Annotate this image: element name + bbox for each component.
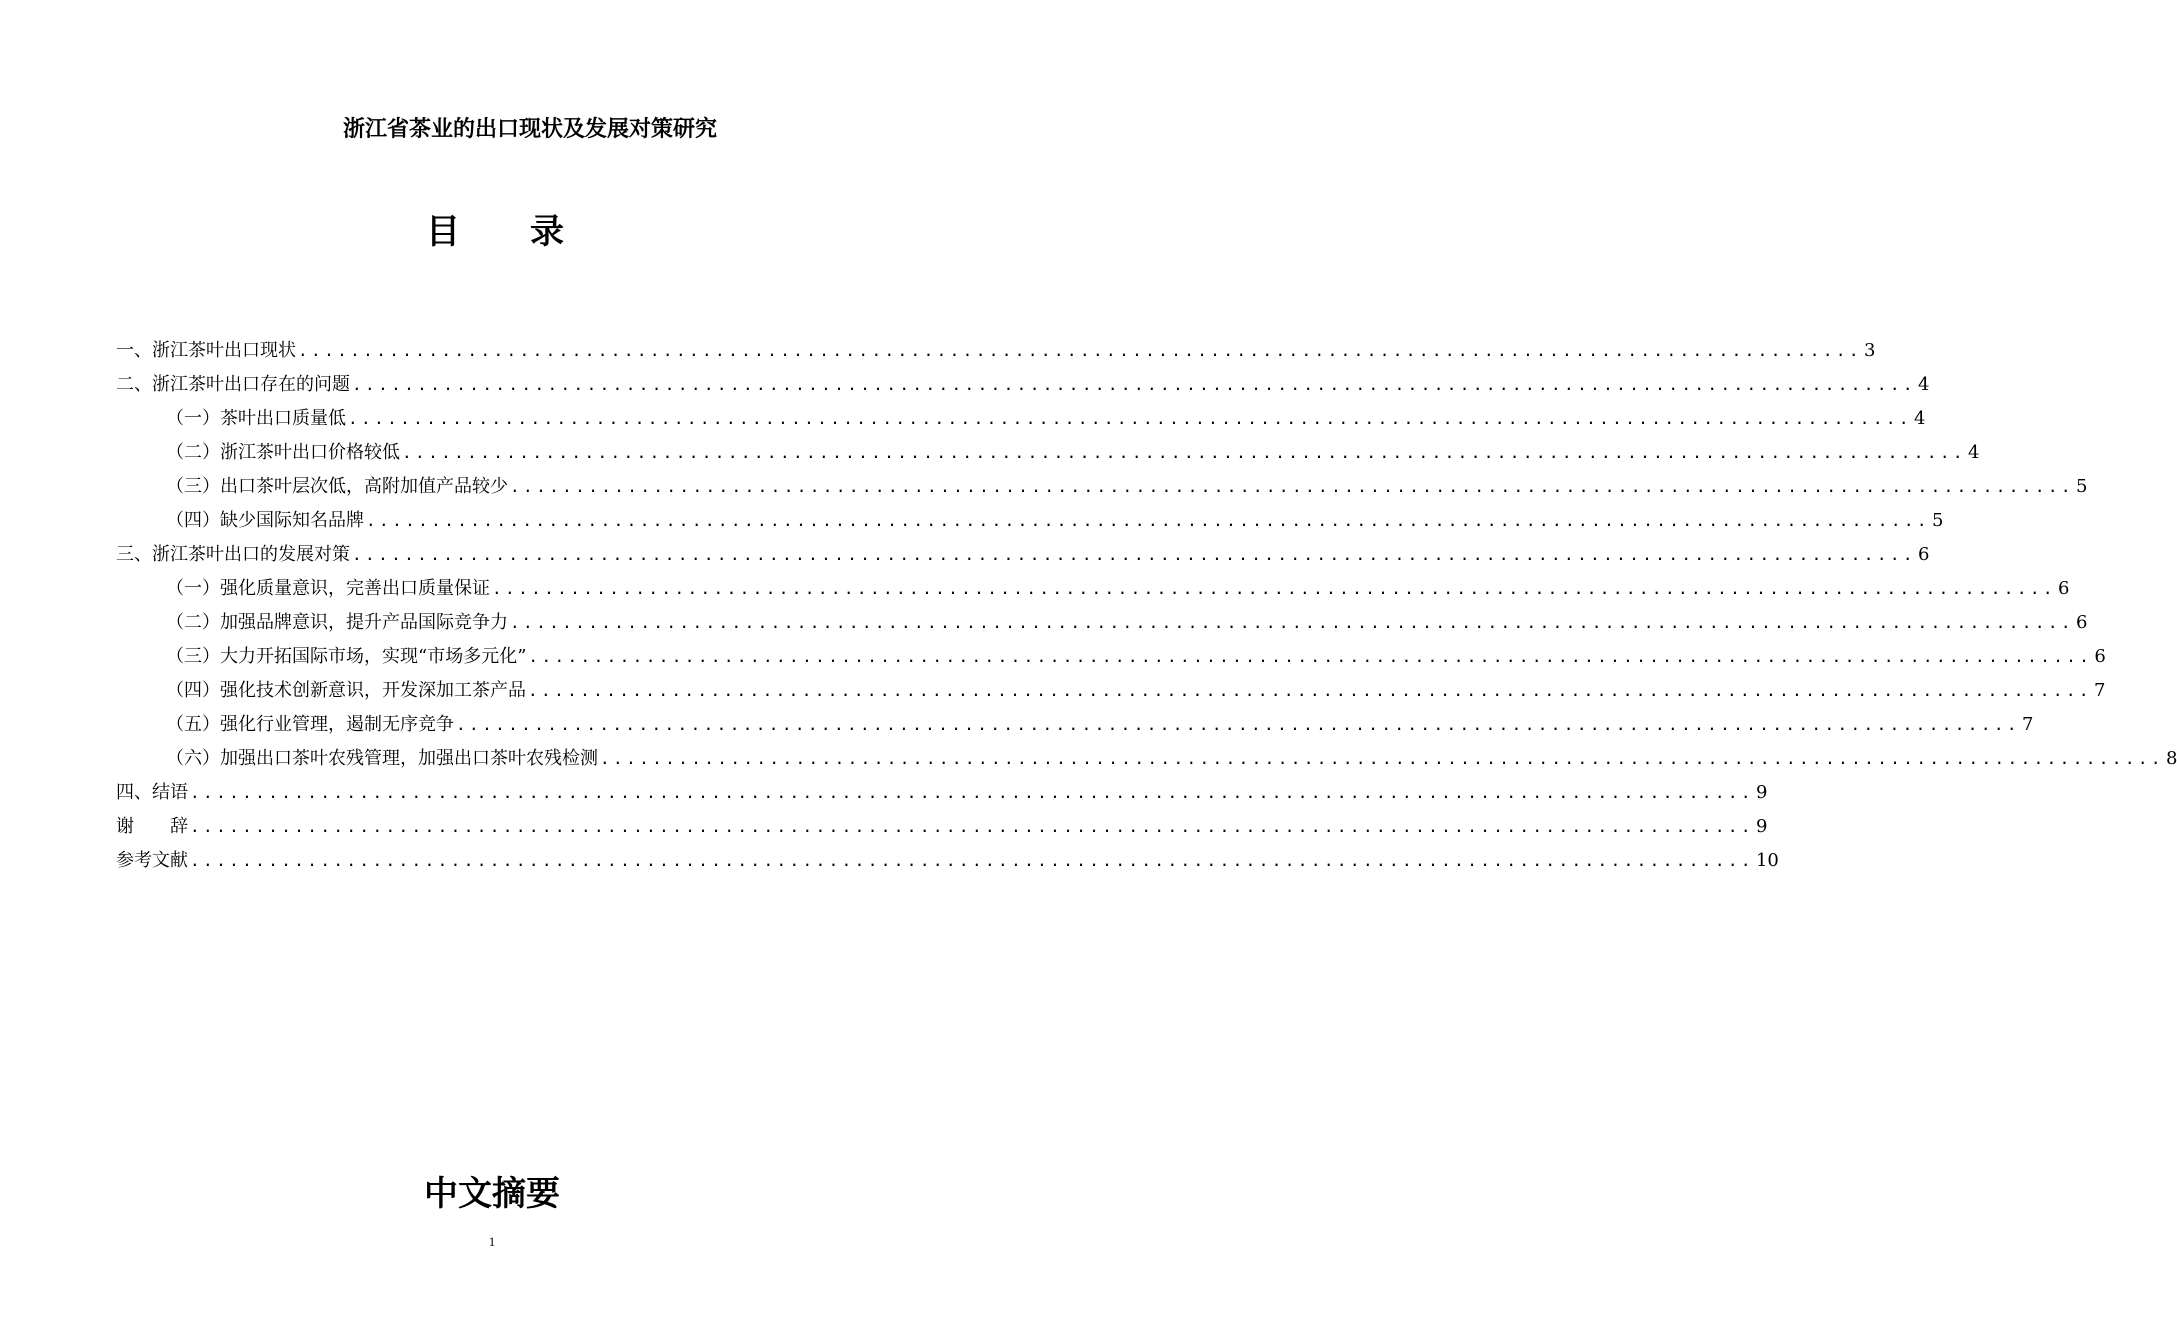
toc-entry-label: （三）大力开拓国际市场，实现“市场多元化” — [166, 646, 527, 667]
toc-entry[interactable] — [116, 436, 1980, 470]
document-title: 浙江省茶业的出口现状及发展对策研究 — [342, 117, 717, 142]
toc-entry-page: 6 — [2094, 646, 2106, 667]
toc-entry-page: 6 — [2075, 612, 2088, 633]
toc-entry[interactable] — [116, 674, 2106, 708]
toc-entry-label: （二）加强品牌意识，提升产品国际竞争力 — [166, 612, 508, 633]
toc-entry-label: （四）缺少国际知名品牌 — [166, 510, 364, 531]
toc-leader-dots: ........................................................................................................................ — [190, 817, 1754, 836]
toc-leader-dots: ........................................................................................................................ — [600, 749, 2164, 768]
toc-entry-label: （五）强化行业管理，遏制无序竞争 — [166, 714, 454, 735]
toc-entry[interactable] — [116, 606, 2088, 640]
toc-entry-label: （六）加强出口茶叶农残管理，加强出口茶叶农残检测 — [166, 748, 598, 769]
toc-leader-dots: ........................................................................................................................ — [190, 783, 1754, 802]
page-number: 1 — [488, 1234, 496, 1249]
toc-entry[interactable] — [116, 572, 2070, 606]
toc-entry-page: 5 — [2075, 476, 2088, 497]
toc-entry-label: （一）茶叶出口质量低 — [166, 408, 346, 429]
toc-leader-dots: ........................................................................................................................ — [402, 443, 1966, 462]
toc-entry[interactable] — [116, 470, 2088, 504]
toc-entry-label: （三）出口茶叶层次低，高附加值产品较少 — [166, 476, 508, 497]
toc-leader-dots: ........................................................................................................................ — [298, 341, 1862, 360]
toc-entry[interactable] — [116, 844, 1779, 878]
toc-entry-label: 一、浙江茶叶出口现状 — [116, 340, 296, 361]
toc-leader-dots: ........................................................................................................................ — [190, 851, 1754, 870]
toc-entry-label: 参考文献 — [116, 850, 188, 871]
toc-leader-dots: ........................................................................................................................ — [510, 477, 2074, 496]
toc-entry[interactable] — [116, 368, 1930, 402]
toc-heading — [0, 204, 990, 253]
toc-heading-left: 目 — [426, 212, 460, 252]
toc-entry[interactable] — [116, 538, 1930, 572]
abstract-heading: 中文摘要 — [424, 1174, 560, 1214]
toc-leader-dots: ........................................................................................................................ — [528, 681, 2092, 700]
toc-entry[interactable] — [116, 708, 2034, 742]
toc-entry-label: 三、浙江茶叶出口的发展对策 — [116, 544, 350, 565]
toc-entry[interactable] — [116, 402, 1926, 436]
toc-entry-page: 5 — [1931, 510, 1944, 531]
toc-entry-page: 4 — [1967, 442, 1980, 463]
toc-entry-label: （二）浙江茶叶出口价格较低 — [166, 442, 400, 463]
toc-entry[interactable] — [116, 810, 1768, 844]
toc-leader-dots: ........................................................................................................................ — [348, 409, 1912, 428]
toc-leader-dots: ........................................................................................................................ — [366, 511, 1930, 530]
toc-entry-page: 10 — [1755, 850, 1779, 871]
toc-entry[interactable] — [116, 640, 2106, 674]
toc-entry[interactable] — [116, 334, 1876, 368]
table-of-contents — [116, 334, 2177, 878]
toc-leader-dots: ........................................................................................................................ — [492, 579, 2056, 598]
toc-entry[interactable] — [116, 742, 2177, 776]
toc-entry-label: 谢 辞 — [116, 816, 188, 837]
toc-entry-page: 4 — [1917, 374, 1930, 395]
toc-leader-dots: ........................................................................................................................ — [528, 647, 2093, 666]
toc-entry-page: 6 — [2057, 578, 2070, 599]
toc-entry-label: （一）强化质量意识，完善出口质量保证 — [166, 578, 490, 599]
toc-entry-page: 7 — [2021, 714, 2034, 735]
toc-entry-page: 9 — [1755, 816, 1768, 837]
toc-entry-label: 四、结语 — [116, 782, 188, 803]
toc-leader-dots: ........................................................................................................................ — [352, 545, 1916, 564]
toc-heading-right: 录 — [530, 212, 564, 252]
toc-leader-dots: ........................................................................................................................ — [510, 613, 2074, 632]
toc-entry-page: 3 — [1863, 340, 1876, 361]
toc-entry-page: 4 — [1913, 408, 1926, 429]
toc-entry[interactable] — [116, 776, 1768, 810]
toc-entry-page: 9 — [1755, 782, 1768, 803]
toc-leader-dots: ........................................................................................................................ — [352, 375, 1916, 394]
toc-leader-dots: ........................................................................................................................ — [456, 715, 2020, 734]
toc-entry-label: （四）强化技术创新意识，开发深加工茶产品 — [166, 680, 526, 701]
toc-entry[interactable] — [116, 504, 1944, 538]
toc-entry-label: 二、浙江茶叶出口存在的问题 — [116, 374, 350, 395]
toc-entry-page: 8 — [2165, 748, 2177, 769]
toc-entry-page: 7 — [2093, 680, 2106, 701]
toc-entry-page: 6 — [1917, 544, 1930, 565]
